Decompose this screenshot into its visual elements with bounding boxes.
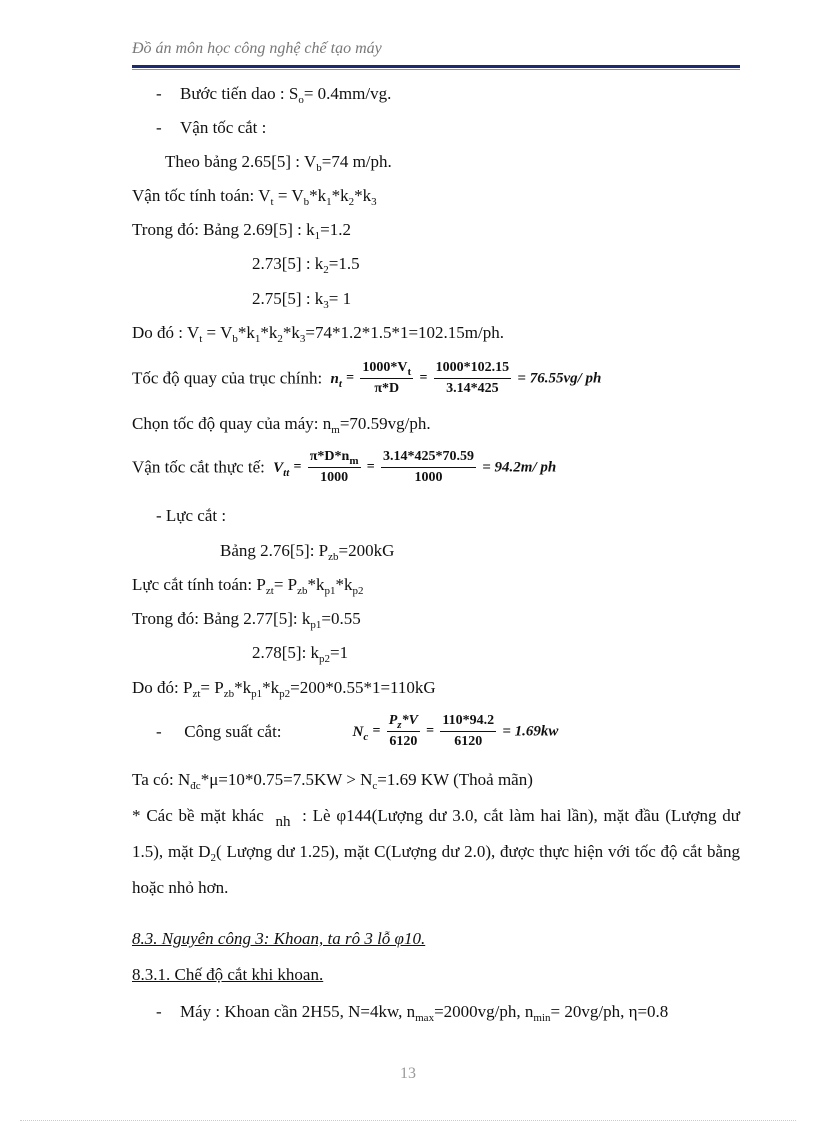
line-kp1: Trong đó: Bảng 2.77[5]: $k_{p1}=0.55$ — [132, 609, 361, 631]
line-cutting-power: - Công suất cắt: $N_c$ = $\frac{P_z*V}{6120}$ = $\frac{110*94.2}{6120}$ = 1.69kw — [156, 711, 558, 752]
line-table-265: Theo bảng 2.65[5] : $V_b=74$ m/ph. — [165, 152, 392, 174]
fraction-spindle-1: $\frac{1000*V_t}{\pi*D}$ — [362, 360, 412, 396]
paragraph-other-surfaces: * Các bề mặt khác $_{nh}$ : Lè φ144(Lượng dư 3.0, cắt làm hai lần), mặt đầu (Lượng dư 1.5), mặt $D_2$( Lượng dư 1.25), mặt C(Lượng dư 2.0), được thực hiện với tốc độ cắt bằng hoặc nhỏ hơn. — [132, 806, 741, 897]
header-rule-thin — [132, 69, 740, 70]
page-header: Đồ án môn học công nghệ chế tạo máy — [132, 40, 382, 57]
line-drill-machine: - Máy : Khoan cần 2H55, N=4kw, $n_{max}=2000vg/ph$, $n_{min}= 20vg/ph$, η=0.8 — [156, 1002, 669, 1024]
line-feed-rate: - Bước tiến dao : $S_o= 0.4mm/vg$. — [156, 84, 392, 106]
fraction-power-2: $\frac{110*94.2}{6120}$ — [442, 713, 495, 749]
line-force-result: Do đó: $P_{zt}= P_{zb}*k_{p1}*k_{p2}=200*0.55*1=110kG$ — [132, 678, 436, 700]
fraction-power-1: $\frac{P_z*V}{6120}$ — [388, 713, 418, 749]
line-k2: 2.73[5] : $k_2=1.5$ — [252, 254, 360, 276]
line-table-276: Bảng 2.76[5]: $P_{zb}=200kG$ — [220, 541, 395, 563]
section-heading: 8.3. Nguyên công 3: Khoan, ta rô 3 lỗ φ10. — [132, 929, 426, 948]
line-k1: Trong đó: Bảng 2.69[5] : $k_1=1.2$ — [132, 220, 351, 242]
fraction-speed-1: $\frac{\pi*D*n_m}{1000}$ — [309, 449, 359, 485]
header-rule — [132, 65, 740, 68]
page-bottom-border — [20, 1120, 796, 1121]
line-power-check: Ta có: $N_{đc}*\mu=10*0.75=7.5KW > N_c=1.69$ KW (Thoả mãn) — [132, 770, 533, 792]
fraction-spindle-2: $\frac{1000*102.15}{3.14*425}$ — [435, 360, 510, 396]
line-machine-speed: Chọn tốc độ quay của máy: $n_m=70.59vg/ph$. — [132, 414, 431, 436]
line-actual-speed: Vận tốc cắt thực tế: $V_{tt}$ = $\frac{\pi*D*n_m}{1000}$ = $\frac{3.14*425*70.59}{1000}$ = 94.2m/ ph — [132, 447, 556, 488]
line-k3: 2.75[5] : $k_3= 1$ — [252, 289, 352, 311]
page-number: 13 — [400, 1065, 416, 1082]
line-calc-force: Lực cắt tính toán: $P_{zt}= P_{zb}*k_{p1}*k_{p2}$ — [132, 575, 364, 597]
line-spindle-speed: Tốc độ quay của trục chính: $n_t$ = $\frac{1000*V_t}{\pi*D}$ = $\frac{1000*102.15}{3.14*425}$ = 76.55vg/ ph — [132, 358, 601, 399]
line-calc-speed: Vận tốc tính toán: $V_t = V_b*k_1*k_2*k_3$ — [132, 186, 377, 208]
line-speed-result: Do đó : $V_t = V_b*k_1*k_2*k_3=74*1.2*1.5*1=102.15m/ph$. — [132, 323, 504, 345]
line-kp2: 2.78[5]: $k_{p2}=1$ — [252, 643, 349, 665]
line-cutting-speed: - Vận tốc cắt : — [156, 118, 267, 137]
fraction-speed-2: $\frac{3.14*425*70.59}{1000}$ — [383, 449, 474, 485]
subsection-heading: 8.3.1. Chế độ cắt khi khoan. — [132, 965, 324, 984]
line-cutting-force: - Lực cắt : — [156, 506, 227, 525]
